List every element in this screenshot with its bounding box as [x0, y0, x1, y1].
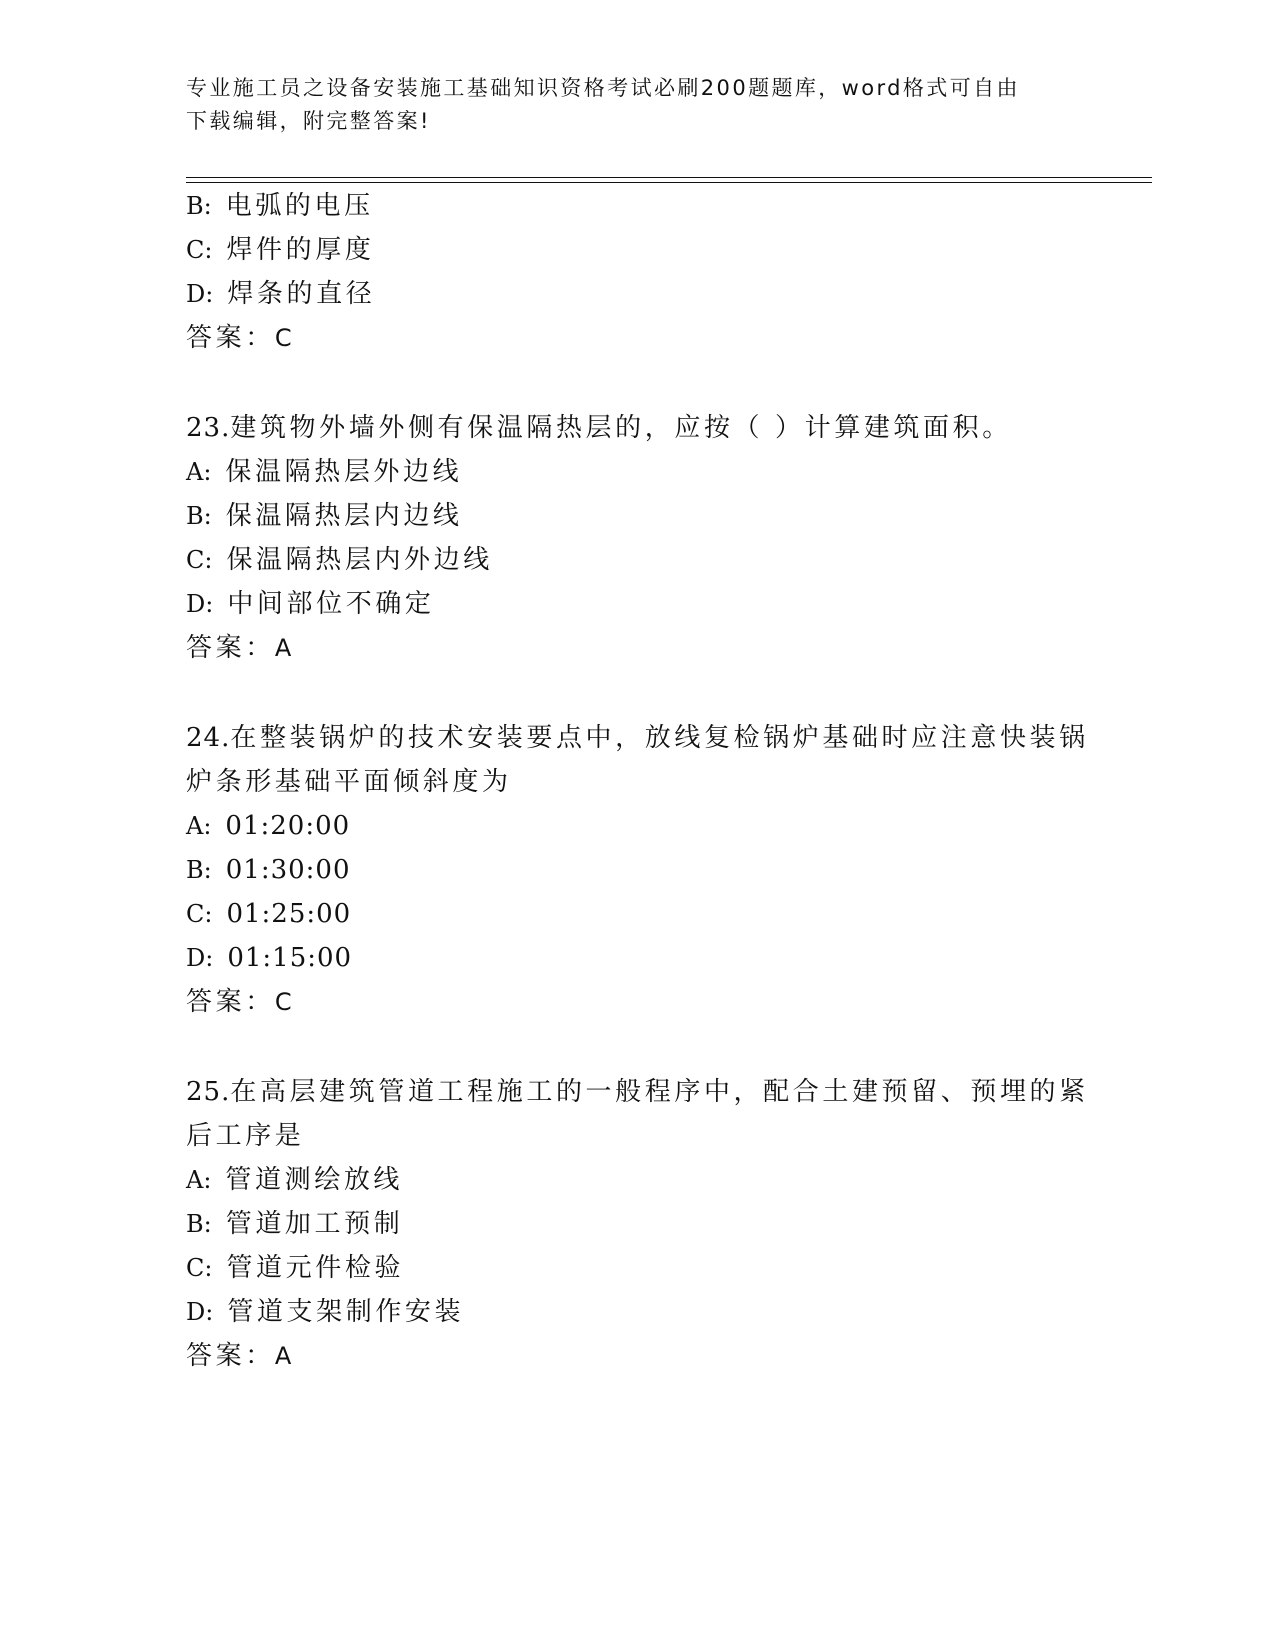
option-text: 电弧的电压 [225, 191, 374, 221]
answer-label: 答案： [186, 987, 275, 1017]
question-stem-text: 后工序是 [186, 1121, 305, 1151]
option-text: 管道测绘放线 [225, 1165, 404, 1195]
option-letter: A: [186, 1166, 212, 1194]
document-header [186, 72, 1086, 138]
option-letter: A: [186, 812, 212, 840]
option-text: 01:15:00 [227, 943, 353, 973]
option-letter: C: [186, 900, 213, 928]
answer-value: C [274, 988, 296, 1016]
header-title-line2: 下载编辑，附完整答案! [186, 109, 431, 133]
option-line [186, 1208, 403, 1240]
option-letter: B: [186, 1210, 212, 1238]
option-letter: D: [186, 590, 214, 618]
option-text: 保温隔热层外边线 [225, 457, 463, 487]
option-letter: A: [186, 458, 212, 486]
option-line [186, 1164, 403, 1196]
option-letter: B: [186, 856, 212, 884]
option-line [186, 1252, 404, 1284]
option-text: 焊条的直径 [227, 279, 376, 309]
question-stem [186, 722, 1089, 754]
option-text: 管道加工预制 [225, 1209, 404, 1239]
option-line [186, 588, 435, 620]
answer-label: 答案： [186, 1341, 275, 1371]
option-letter: D: [186, 280, 214, 308]
answer-line [186, 632, 295, 664]
option-line [186, 898, 351, 930]
option-letter: D: [186, 944, 214, 972]
answer-label: 答案： [186, 323, 275, 353]
option-letter: B: [186, 502, 212, 530]
option-text: 保温隔热层内外边线 [226, 545, 493, 575]
answer-value: C [274, 324, 296, 352]
header-divider-top [186, 177, 1152, 178]
option-line [186, 854, 351, 886]
question-number: 23. [186, 413, 231, 443]
question-stem [186, 412, 1012, 444]
option-line [186, 278, 375, 310]
answer-line [186, 322, 295, 354]
question-stem [186, 1076, 1089, 1108]
answer-value: A [274, 1342, 295, 1370]
question-stem-continued [186, 766, 512, 798]
option-letter: C: [186, 546, 213, 574]
answer-line [186, 986, 295, 1018]
question-stem-text: 炉条形基础平面倾斜度为 [186, 767, 512, 797]
question-stem-text: 在整装锅炉的技术安装要点中，放线复检锅炉基础时应注意快装锅 [230, 723, 1089, 753]
option-text: 管道支架制作安装 [227, 1297, 465, 1327]
question-stem-text: 建筑物外墙外侧有保温隔热层的，应按（ ）计算建筑面积。 [230, 413, 1012, 443]
option-line [186, 500, 463, 532]
option-line [186, 456, 462, 488]
option-text: 保温隔热层内边线 [225, 501, 463, 531]
answer-line [186, 1340, 295, 1372]
question-number: 25. [186, 1077, 231, 1107]
option-text: 01:30:00 [225, 855, 351, 885]
option-line [186, 1296, 464, 1328]
option-letter: D: [186, 1298, 214, 1326]
option-line [186, 544, 493, 576]
header-title-line1: 专业施工员之设备安装施工基础知识资格考试必刷200题题库，word格式可自由 [186, 76, 1020, 100]
option-letter: B: [186, 192, 212, 220]
question-stem-text: 在高层建筑管道工程施工的一般程序中，配合土建预留、预埋的紧 [230, 1077, 1089, 1107]
header-divider-bottom [186, 182, 1152, 183]
option-text: 管道元件检验 [226, 1253, 405, 1283]
option-letter: C: [186, 1254, 213, 1282]
option-line [186, 942, 352, 974]
question-number: 24. [186, 723, 231, 753]
option-text: 01:20:00 [225, 811, 351, 841]
option-text: 01:25:00 [226, 899, 352, 929]
option-letter: C: [186, 236, 213, 264]
question-stem-continued [186, 1120, 304, 1152]
option-line [186, 234, 374, 266]
option-line [186, 190, 374, 222]
answer-label: 答案： [186, 633, 275, 663]
answer-value: A [274, 634, 295, 662]
option-line [186, 810, 350, 842]
option-text: 中间部位不确定 [227, 589, 435, 619]
option-text: 焊件的厚度 [226, 235, 375, 265]
